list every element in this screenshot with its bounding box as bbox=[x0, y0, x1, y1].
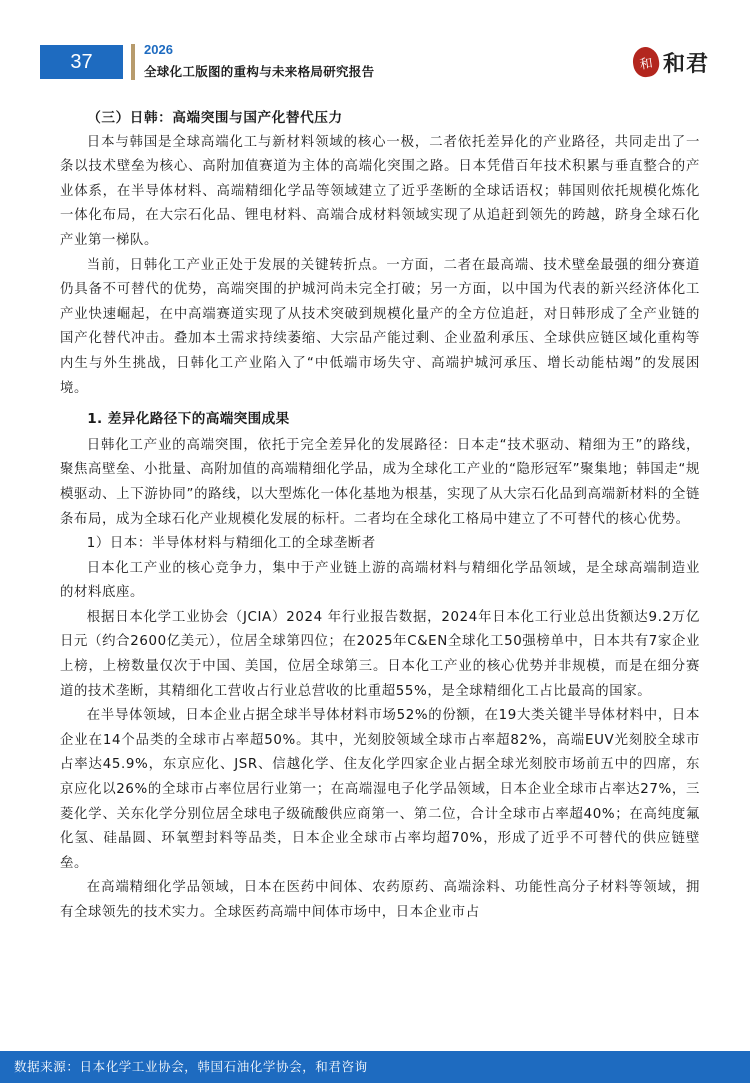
japan-data-paragraph: 根据日本化学工业协会（JCIA）2024 年行业报告数据，2024年日本化工行业总出货额达9.2万亿日元（约合2600亿美元），位居全球第四位；在2025年C&EN全球化工50强榜单中，日本共有7家企业上榜，上榜数量仅次于中国、美国，位居全球第三。日本化工产业的核心优势并非规模，而是在细分赛道的技术垄断，其精细化工营收占行业总营收的比重超55%，是全球精细化工占比最高的国家。 bbox=[60, 609, 700, 699]
japan-item-heading: 1）日本：半导体材料与精细化工的全球垄断者 bbox=[86, 536, 376, 552]
article-body bbox=[60, 106, 700, 926]
report-title: 全球化工版图的重构与未来格局研究报告 bbox=[144, 64, 375, 79]
japan-core-paragraph: 日本化工产业的核心竞争力，集中于产业链上游的高端材料与精细化学品领域，是全球高端制造业的材料底座。 bbox=[60, 560, 700, 601]
data-source-footer: 数据来源：日本化学工业协会，韩国石油化学协会，和君咨询 bbox=[0, 1051, 750, 1083]
path-paragraph: 日韩化工产业的高端突围，依托于完全差异化的发展路径：日本走“技术驱动、精细为王”的路线，聚焦高壁垒、小批量、高附加值的高端精细化学品，成为全球化工产业的“隐形冠军”聚集地；韩国走“规模驱动、上下游协同”的路线，以大型炼化一体化基地为根基，实现了从大宗石化品到高端新材料的全链条布局，成为全球石化产业规模化发展的标杆。二者均在全球化工格局中建立了不可替代的核心优势。 bbox=[60, 437, 700, 527]
page-number-badge: 37 bbox=[40, 45, 123, 79]
header-divider bbox=[131, 44, 135, 80]
intro-paragraph: 日本与韩国是全球高端化工与新材料领域的核心一极，二者依托差异化的产业路径，共同走出了一条以技术壁垒为核心、高附加值赛道为主体的高端化突围之路。日本凭借百年技术积累与垂直整合的产业体系，在半导体材料、高端精细化学品等领域建立了近乎垄断的全球话语权；韩国则依托规模化炼化一体化布局，在大宗石化品、锂电材料、高端合成材料领域实现了从追赶到领先的跨越，跻身全球石化产业第一梯队。 bbox=[60, 134, 700, 248]
seal-logo-icon: 和 bbox=[631, 45, 661, 78]
turning-point-paragraph: 当前，日韩化工产业正处于发展的关键转折点。一方面，二者在最高端、技术壁垒最强的细分赛道仍具备不可替代的优势，高端突围的护城河尚未完全打破；另一方面，以中国为代表的新兴经济体化工产业快速崛起，在中高端赛道实现了从技术突破到规模化量产的全方位追赶，对日韩形成了全产业链的国产化替代冲击。叠加本土需求持续萎缩、大宗品产能过剩、企业盈利承压、全球供应链区域化重构等内生与外生挑战，日韩化工产业陷入了“中低端市场失守、高端护城河承压、增长动能枯竭”的发展困境。 bbox=[60, 257, 700, 396]
brand-logo-text: 和君 bbox=[663, 50, 710, 77]
semiconductor-paragraph: 在半导体领域，日本企业占据全球半导体材料市场52%的份额，在19大类关键半导体材料中，日本企业在14个品类的全球市占率超50%。其中，光刻胶领域全球市占率超82%，高端EUV光刻胶全球市占率达45.9%，东京应化、JSR、信越化学、住友化学四家企业占据全球光刻胶市场前五中的四席，东京应化以26%的全球市占率位居行业第一；在高端湿电子化学品领域，日本企业全球市占率达27%，三菱化学、关东化学分别位居全球电子级硫酸供应商第一、第二位，合计全球市占率超40%；在高纯度氟化氢、硅晶圆、环氧塑封料等品类，日本企业全球市占率均超70%，形成了近乎不可替代的供应链壁垒。 bbox=[60, 708, 700, 871]
section-heading: （三）日韩：高端突围与国产化替代压力 bbox=[87, 110, 343, 126]
report-year: 2026 bbox=[144, 42, 173, 57]
brand-logo bbox=[633, 44, 709, 80]
fine-chemicals-paragraph: 在高端精细化学品领域，日本在医药中间体、农药原药、高端涂料、功能性高分子材料等领域，拥有全球领先的技术实力。全球医药高端中间体市场中，日本企业市占 bbox=[60, 880, 700, 920]
subsection-heading: 1. 差异化路径下的高端突围成果 bbox=[87, 411, 290, 428]
